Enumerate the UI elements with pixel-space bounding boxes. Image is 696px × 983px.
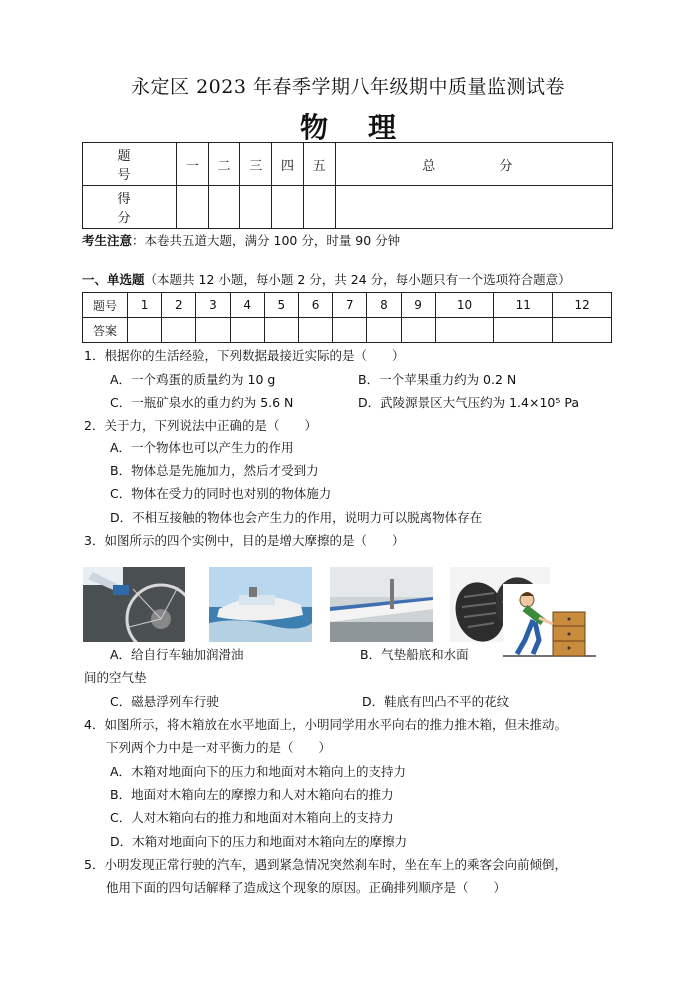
answer-cell[interactable]	[553, 318, 612, 343]
answer-cell[interactable]	[264, 318, 298, 343]
option-2c: C．物体在受力的同时也对别的物体施力	[110, 486, 332, 501]
answer-number: 4	[230, 293, 264, 318]
score-table	[82, 142, 613, 229]
score-table-col-total: 总 分	[335, 143, 612, 186]
notice-label: 考生注意	[82, 233, 133, 248]
answer-number: 7	[333, 293, 367, 318]
answer-cell[interactable]	[162, 318, 196, 343]
option-4c: C．人对木箱向右的推力和地面对木箱向上的支持力	[110, 810, 394, 825]
answer-cell[interactable]	[367, 318, 401, 343]
score-table-col: 一	[177, 143, 209, 186]
question-5-continued: 他用下面的四句话解释了造成这个现象的原因。正确排列顺序是（ ）	[106, 880, 507, 895]
question-2: 2．关于力，下列说法中正确的是（ ）	[84, 418, 317, 433]
score-table-col: 二	[208, 143, 240, 186]
answer-cell[interactable]	[494, 318, 553, 343]
answer-number: 10	[435, 293, 494, 318]
score-table-col: 三	[240, 143, 272, 186]
score-cell[interactable]	[272, 186, 304, 229]
answer-number: 5	[264, 293, 298, 318]
answer-table-label: 答案	[83, 318, 128, 343]
option-3d: D．鞋底有凹凸不平的花纹	[362, 694, 510, 709]
maglev-train-image	[330, 567, 433, 642]
question-4-continued: 下列两个力中是一对平衡力的是（ ）	[106, 740, 332, 755]
option-2b: B．物体总是先施加力，然后才受到力	[110, 463, 319, 478]
answer-cell[interactable]	[298, 318, 332, 343]
option-1b: B．一个苹果重力约为 0.2 N	[358, 372, 517, 387]
answer-number: 2	[162, 293, 196, 318]
option-4a: A．木箱对地面向下的压力和地面对木箱向上的支持力	[110, 764, 407, 779]
answer-cell[interactable]	[435, 318, 494, 343]
answer-number: 1	[128, 293, 162, 318]
score-cell[interactable]	[240, 186, 272, 229]
exam-title: 永定区 2023 年春季学期八年级期中质量监测试卷	[131, 76, 565, 98]
question-1: 1．根据你的生活经验，下列数据最接近实际的是（ ）	[84, 348, 405, 363]
option-3c: C．磁悬浮列车行驶	[110, 694, 219, 709]
answer-number: 8	[367, 293, 401, 318]
option-1d: D．武陵源景区大气压约为 1.4×10⁵ Pa	[358, 395, 579, 410]
answer-table	[82, 292, 612, 343]
option-3a: A．给自行车轴加润滑油	[110, 647, 244, 662]
answer-number: 9	[401, 293, 435, 318]
option-4b: B．地面对木箱向左的摩擦力和人对木箱向右的推力	[110, 787, 394, 802]
answer-cell[interactable]	[196, 318, 230, 343]
notice-text: ：本卷共五道大题，满分 100 分，时量 90 分钟	[132, 233, 401, 248]
exam-notice	[82, 231, 400, 249]
bicycle-oiling-image	[83, 567, 185, 642]
answer-cell[interactable]	[333, 318, 367, 343]
answer-number: 12	[553, 293, 612, 318]
option-4d: D．木箱对地面向下的压力和地面对木箱向左的摩擦力	[110, 834, 408, 849]
answer-cell[interactable]	[230, 318, 264, 343]
section-text: （本题共 12 小题，每小题 2 分，共 24 分，每小题只有一个选项符合题意）	[144, 272, 571, 287]
answer-cell[interactable]	[401, 318, 435, 343]
option-1c: C．一瓶矿泉水的重力约为 5.6 N	[110, 395, 294, 410]
answer-cell[interactable]	[128, 318, 162, 343]
section-heading	[82, 270, 571, 288]
score-table-col: 五	[303, 143, 335, 186]
answer-table-label: 题号	[83, 293, 128, 318]
answer-number: 6	[298, 293, 332, 318]
option-2d: D．不相互接触的物体也会产生力的作用，说明力可以脱离物体存在	[110, 510, 483, 525]
score-cell[interactable]	[177, 186, 209, 229]
option-3b: B．气垫船底和水面	[360, 647, 469, 662]
person-pushing-box-image	[503, 584, 596, 662]
score-table-header: 题 号	[83, 143, 177, 186]
option-1a: A．一个鸡蛋的质量约为 10 g	[110, 372, 276, 387]
question-3: 3．如图所示的四个实例中，目的是增大摩擦的是（ ）	[84, 533, 405, 548]
section-label: 一、单选题	[82, 272, 145, 287]
score-cell[interactable]	[303, 186, 335, 229]
question-4: 4．如图所示，将木箱放在水平地面上，小明同学用水平向右的推力推木箱，但未推动。	[84, 717, 567, 732]
score-table-col: 四	[272, 143, 304, 186]
hovercraft-image	[209, 567, 312, 642]
score-cell[interactable]	[335, 186, 612, 229]
score-table-row-label: 得 分	[83, 186, 177, 229]
option-3b-continued: 间的空气垫	[84, 670, 147, 685]
answer-number: 11	[494, 293, 553, 318]
subject-title: 物理	[299, 111, 436, 144]
question-5: 5．小明发现正常行驶的汽车，遇到紧急情况突然刹车时，坐在车上的乘客会向前倾倒，	[84, 857, 567, 872]
score-cell[interactable]	[208, 186, 240, 229]
answer-number: 3	[196, 293, 230, 318]
option-2a: A．一个物体也可以产生力的作用	[110, 440, 294, 455]
